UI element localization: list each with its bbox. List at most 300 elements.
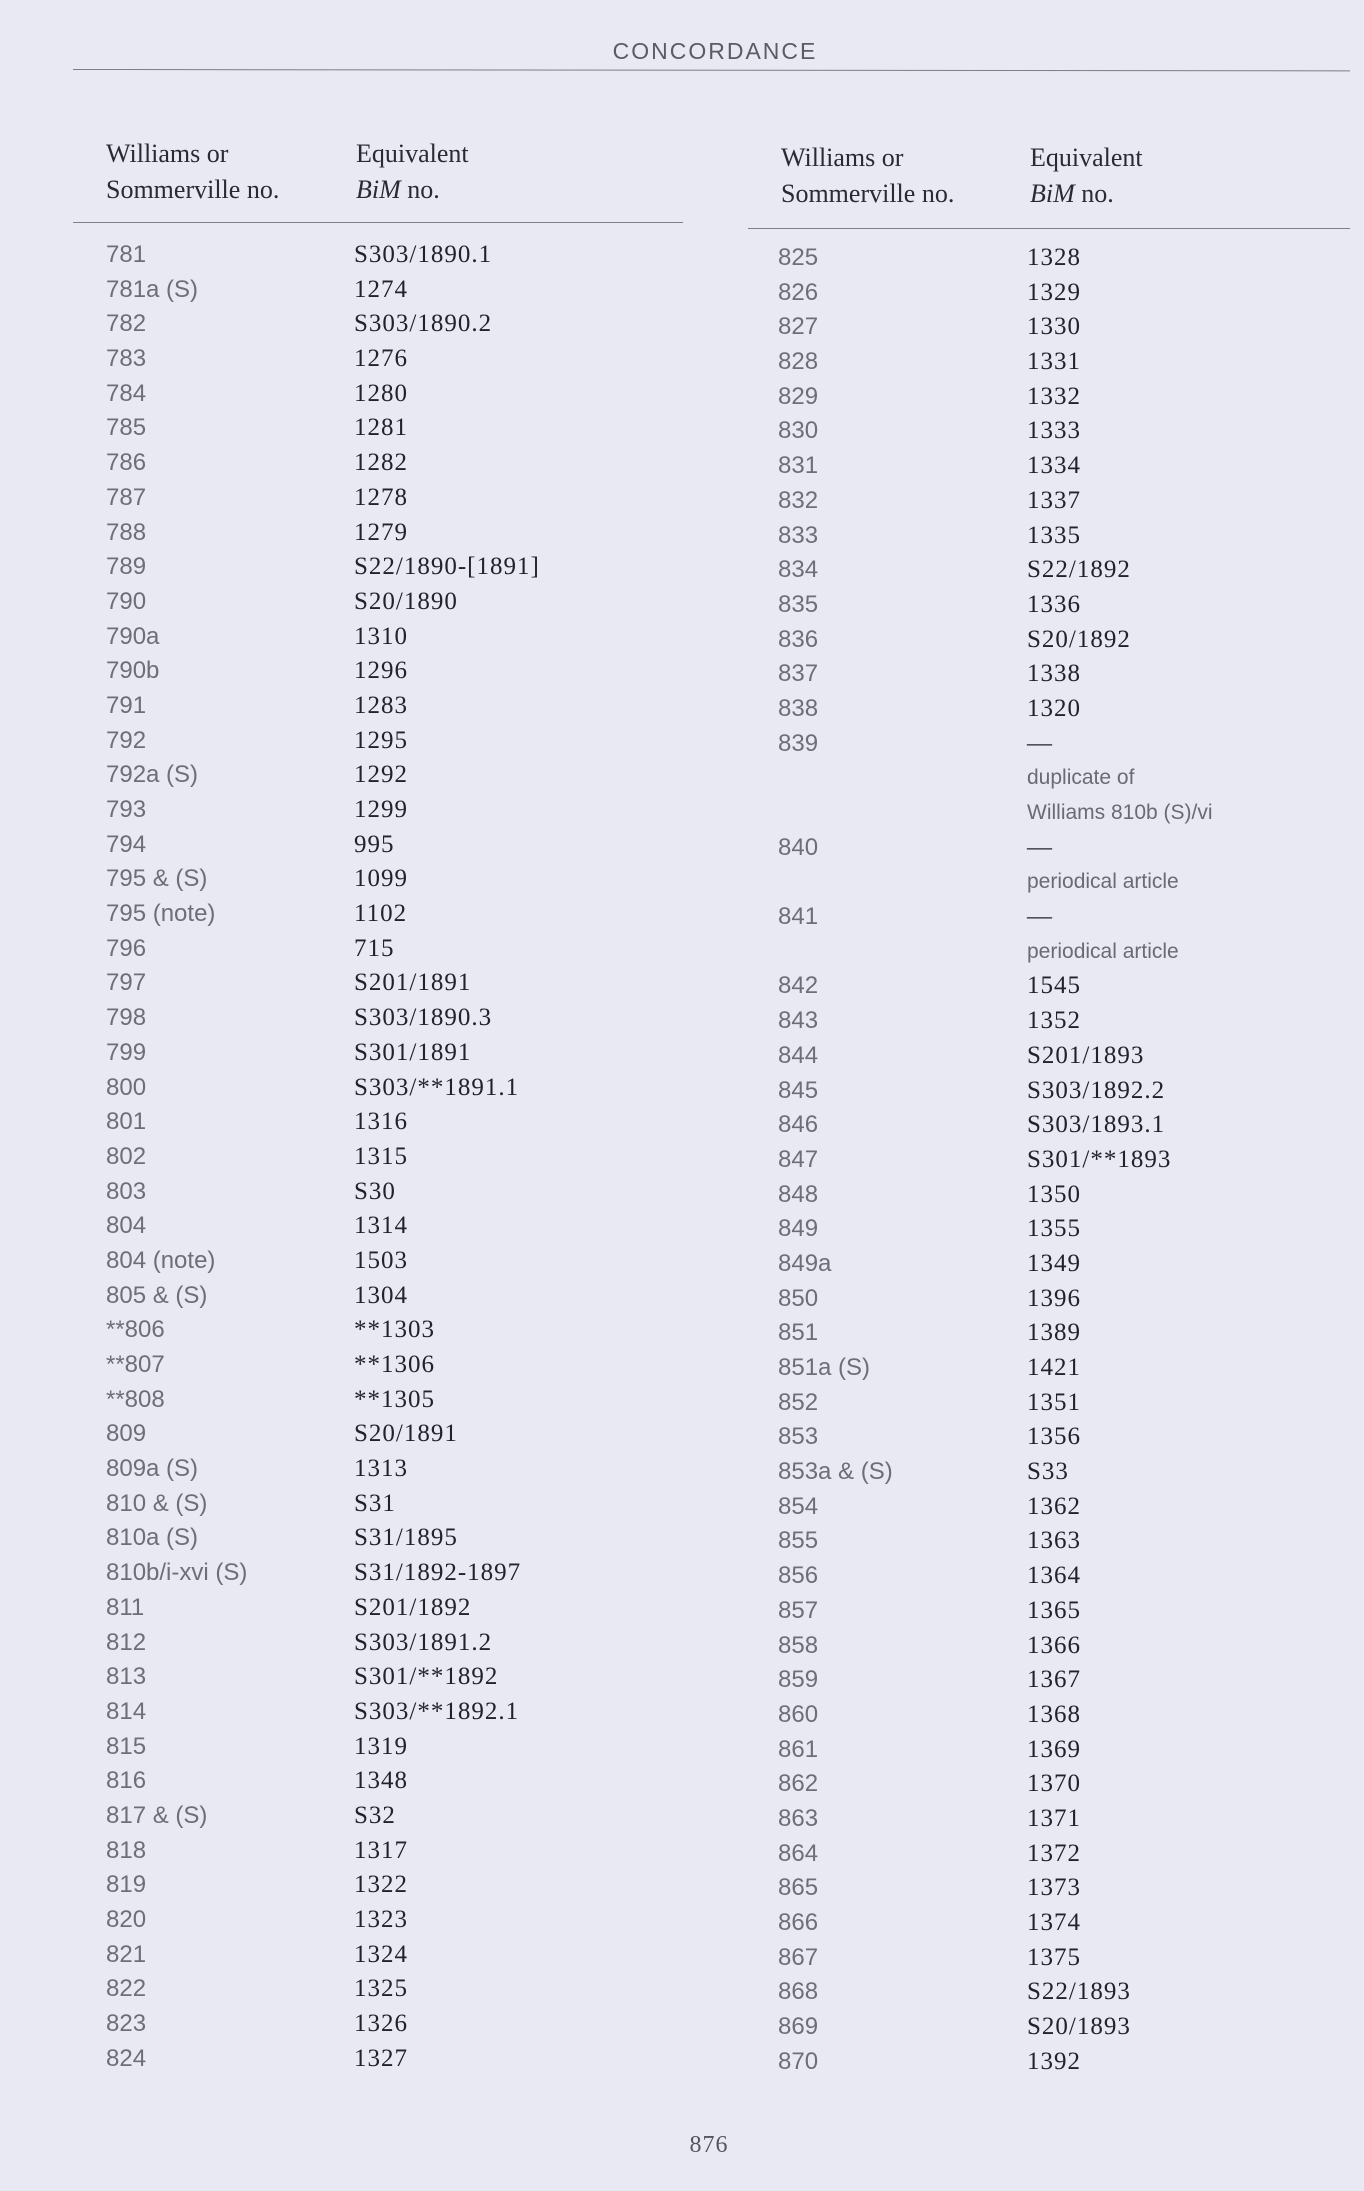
table-row: [73, 1868, 683, 1903]
williams-number: 865: [778, 1874, 819, 1902]
table-row: [73, 307, 683, 342]
williams-number: 863: [778, 1804, 819, 1832]
bim-number: 1373: [1027, 1874, 1081, 1902]
bim-number: 1366: [1027, 1631, 1081, 1659]
bim-number: 1102: [354, 900, 408, 928]
williams-number: 853a & (S): [778, 1458, 893, 1486]
table-row: [748, 1698, 1350, 1733]
table-row: [73, 1591, 683, 1626]
bim-number: 1276: [354, 345, 408, 373]
bim-number: 995: [354, 830, 395, 858]
williams-number: 833: [778, 521, 819, 549]
header-rule: [73, 69, 1350, 71]
williams-number: 809a (S): [106, 1455, 199, 1483]
table-row: [748, 276, 1350, 311]
williams-number: 839: [778, 729, 819, 757]
table-row: [748, 1386, 1350, 1421]
williams-number: 850: [778, 1284, 819, 1312]
bim-number: S303/**1892.1: [354, 1697, 520, 1725]
bim-number: S303/1891.2: [354, 1628, 493, 1656]
table-row: [748, 1108, 1350, 1143]
table-row: [73, 1799, 683, 1834]
table-row: [748, 1594, 1350, 1629]
williams-number: 804: [106, 1212, 147, 1240]
table-row: [748, 969, 1350, 1004]
bim-number: 1364: [1027, 1562, 1081, 1590]
bim-number: 1295: [354, 726, 408, 754]
table-row: [73, 1521, 683, 1556]
table-row: [748, 900, 1350, 935]
table-row: [748, 1663, 1350, 1698]
table-row: [748, 1837, 1350, 1872]
williams-number: 790a: [106, 622, 160, 650]
table-row: [748, 1039, 1350, 1074]
williams-number: 810 & (S): [106, 1489, 208, 1517]
header-line: [356, 172, 656, 208]
williams-number: 859: [778, 1666, 819, 1694]
williams-number: 834: [778, 556, 819, 584]
bim-number: 1352: [1027, 1007, 1081, 1035]
williams-number: 831: [778, 452, 819, 480]
concordance-rows: [73, 238, 683, 2076]
table-row: [73, 689, 683, 724]
bim-number: 1367: [1027, 1666, 1081, 1694]
column-header-rule: [748, 228, 1350, 229]
bim-number: 1368: [1027, 1700, 1081, 1728]
table-row: [73, 1626, 683, 1661]
header-line-rest: no.: [400, 175, 440, 204]
table-row: [73, 1660, 683, 1695]
bim-number: 1363: [1027, 1527, 1081, 1555]
williams-number: 843: [778, 1007, 819, 1035]
header-williams-sommerville: [106, 136, 366, 208]
bim-number: 1421: [1027, 1354, 1081, 1381]
row-note: periodical article: [1027, 870, 1179, 894]
running-head: CONCORDANCE: [612, 38, 818, 64]
table-row: [73, 1001, 683, 1036]
bim-number: 1304: [354, 1281, 408, 1309]
williams-number: 784: [106, 379, 147, 407]
table-row: [73, 828, 683, 863]
williams-number: 856: [778, 1562, 819, 1590]
header-equivalent-bim: [356, 136, 656, 208]
header-italic-bim: BiM: [1030, 179, 1075, 208]
table-row: [73, 516, 683, 551]
bim-number: 1362: [1027, 1492, 1081, 1520]
williams-number: 790b: [106, 657, 160, 685]
table-row: [73, 585, 683, 620]
bim-number: 1292: [354, 761, 408, 789]
bim-number: 1370: [1027, 1770, 1081, 1798]
table-row: [748, 588, 1350, 623]
header-equivalent-bim: [1030, 140, 1330, 212]
bim-number: 1389: [1027, 1319, 1081, 1347]
table-row: [748, 1143, 1350, 1178]
williams-number: **808: [106, 1385, 165, 1413]
table-row: [73, 724, 683, 759]
bim-number: 1324: [354, 1940, 408, 1968]
williams-number: 814: [106, 1697, 147, 1725]
table-row: [748, 1733, 1350, 1768]
table-row: [748, 1420, 1350, 1455]
bim-number: 1320: [1027, 694, 1081, 722]
williams-number: 840: [778, 833, 819, 861]
table-row: [73, 862, 683, 897]
row-note: duplicate of: [1027, 766, 1135, 790]
bim-number: S31/1892-1897: [354, 1559, 522, 1587]
table-row: [748, 1906, 1350, 1941]
williams-number: 847: [778, 1145, 819, 1173]
header-line: Sommerville no.: [781, 179, 955, 208]
table-row: [73, 1903, 683, 1938]
bim-number: 1371: [1027, 1804, 1081, 1832]
williams-number: 803: [106, 1177, 147, 1205]
williams-number: 860: [778, 1700, 819, 1728]
bim-number: 1322: [354, 1871, 408, 1899]
bim-number: 1333: [1027, 417, 1081, 445]
table-row: [73, 481, 683, 516]
table-row: [73, 1452, 683, 1487]
bim-number: 1335: [1027, 521, 1081, 549]
header-line-rest: no.: [1074, 179, 1114, 208]
table-row: [73, 238, 683, 273]
williams-number: 785: [106, 414, 147, 442]
table-row: [748, 414, 1350, 449]
williams-number: 799: [106, 1038, 147, 1066]
header-line: [1030, 176, 1330, 212]
table-row: [748, 519, 1350, 554]
table-row: [73, 2042, 683, 2077]
bim-number: 1330: [1027, 313, 1081, 341]
table-row: [748, 553, 1350, 588]
williams-number: 862: [778, 1770, 819, 1798]
header-line: Equivalent: [356, 139, 469, 168]
williams-number: 788: [106, 518, 147, 546]
williams-number: 822: [106, 1975, 147, 2003]
table-row: [748, 1247, 1350, 1282]
williams-number: 818: [106, 1836, 147, 1864]
bim-number: S30: [354, 1177, 396, 1205]
bim-number: 1327: [354, 2044, 408, 2072]
table-row: [73, 1348, 683, 1383]
bim-number: S31: [354, 1489, 396, 1517]
williams-number: 854: [778, 1492, 819, 1520]
williams-number: 855: [778, 1527, 819, 1555]
bim-number: 1099: [354, 865, 408, 893]
bim-number: 1334: [1027, 452, 1081, 480]
table-row: [748, 1490, 1350, 1525]
williams-number: 792: [106, 726, 147, 754]
williams-number: 867: [778, 1943, 819, 1971]
bim-number: —: [1027, 833, 1053, 861]
table-row: [73, 1071, 683, 1106]
table-row: [748, 623, 1350, 658]
bim-number: 1326: [354, 2010, 408, 2038]
bim-number: S20/1893: [1027, 2013, 1131, 2041]
header-line: Williams or: [781, 143, 904, 172]
table-row: [748, 310, 1350, 345]
williams-number: **807: [106, 1351, 165, 1378]
williams-number: 810a (S): [106, 1524, 199, 1552]
table-row: [748, 1524, 1350, 1559]
table-row: [748, 2010, 1350, 2045]
table-row: [73, 793, 683, 828]
table-row: [73, 1279, 683, 1314]
bim-number: 1313: [354, 1455, 408, 1483]
table-row: [748, 1074, 1350, 1109]
bim-number: S22/1893: [1027, 1978, 1131, 2006]
bim-number: **1303: [354, 1316, 435, 1344]
williams-number: 782: [106, 310, 147, 338]
bim-number: 1349: [1027, 1249, 1081, 1277]
table-row: [748, 657, 1350, 692]
williams-number: 781a (S): [106, 275, 199, 303]
bim-number: S301/**1892: [354, 1663, 499, 1691]
table-row: [73, 1972, 683, 2007]
bim-number: S31/1895: [354, 1524, 458, 1552]
williams-number: 804 (note): [106, 1246, 216, 1274]
table-row: [73, 1105, 683, 1140]
table-row: [748, 1629, 1350, 1664]
table-row: [73, 273, 683, 308]
williams-number: 798: [106, 1004, 147, 1032]
table-row: [73, 1209, 683, 1244]
williams-number: 817 & (S): [106, 1801, 208, 1829]
table-row: [748, 241, 1350, 276]
table-row: [748, 1351, 1350, 1386]
table-row: [73, 1383, 683, 1418]
bim-number: **1306: [354, 1351, 435, 1378]
bim-number: 1545: [1027, 972, 1081, 1000]
williams-number: 868: [778, 1978, 819, 2006]
table-row-note: [748, 865, 1350, 900]
williams-number: 842: [778, 972, 819, 1000]
table-row: [73, 342, 683, 377]
bim-number: 1280: [354, 379, 408, 407]
bim-number: 715: [354, 934, 395, 962]
williams-number: 800: [106, 1073, 147, 1101]
table-row-note: [748, 761, 1350, 796]
bim-number: 1396: [1027, 1284, 1081, 1312]
table-row-note: [748, 796, 1350, 831]
bim-number: S303/1890.2: [354, 310, 493, 338]
bim-number: 1365: [1027, 1596, 1081, 1624]
table-row: [73, 620, 683, 655]
williams-number: 851: [778, 1319, 819, 1347]
williams-number: 846: [778, 1111, 819, 1139]
bim-number: 1278: [354, 483, 408, 511]
williams-number: 829: [778, 382, 819, 410]
bim-number: S33: [1027, 1458, 1069, 1486]
bim-number: 1328: [1027, 244, 1081, 271]
williams-number: 797: [106, 969, 147, 997]
williams-number: 792a (S): [106, 761, 199, 789]
bim-number: 1331: [1027, 348, 1081, 376]
bim-number: S303/**1891.1: [354, 1073, 520, 1101]
row-note: Williams 810b (S)/vi: [1027, 801, 1213, 824]
williams-number: 832: [778, 486, 819, 514]
table-row: [748, 1767, 1350, 1802]
williams-number: 783: [106, 345, 147, 373]
bim-number: 1274: [354, 275, 408, 303]
table-row: [73, 1175, 683, 1210]
bim-number: **1305: [354, 1385, 435, 1413]
table-row: [73, 2007, 683, 2042]
bim-number: 1329: [1027, 278, 1081, 306]
bim-number: S201/1893: [1027, 1041, 1145, 1069]
williams-number: 821: [106, 1940, 147, 1968]
williams-number: 789: [106, 553, 147, 581]
williams-number: 857: [778, 1596, 819, 1624]
bim-number: 1337: [1027, 486, 1081, 514]
bim-number: S20/1890: [354, 587, 458, 615]
williams-number: 790: [106, 587, 147, 615]
bim-number: 1317: [354, 1836, 408, 1864]
bim-number: 1299: [354, 796, 408, 823]
column-header-rule: [73, 222, 683, 223]
bim-number: S303/1893.1: [1027, 1111, 1166, 1139]
header-line: Equivalent: [1030, 143, 1143, 172]
header-italic-bim: BiM: [356, 175, 401, 204]
table-row: [73, 897, 683, 932]
table-row: [748, 1941, 1350, 1976]
header-line: Sommerville no.: [106, 175, 280, 204]
williams-number: 853: [778, 1423, 819, 1451]
table-row: [748, 692, 1350, 727]
williams-number: 852: [778, 1388, 819, 1416]
table-row: [73, 1834, 683, 1869]
williams-number: 820: [106, 1906, 147, 1933]
williams-number: 796: [106, 934, 147, 962]
bim-number: 1338: [1027, 660, 1081, 688]
table-row-note: [748, 935, 1350, 970]
williams-number: 813: [106, 1663, 147, 1691]
williams-number: 805 & (S): [106, 1281, 208, 1309]
williams-number: 835: [778, 590, 819, 618]
bim-number: S20/1892: [1027, 625, 1131, 653]
table-row: [748, 484, 1350, 519]
table-row: [748, 1455, 1350, 1490]
bim-number: 1369: [1027, 1735, 1081, 1763]
bim-number: 1314: [354, 1212, 408, 1240]
bim-number: S20/1891: [354, 1420, 458, 1448]
row-note: periodical article: [1027, 939, 1179, 963]
williams-number: 791: [106, 691, 147, 719]
table-row: [73, 1764, 683, 1799]
bim-number: S301/**1893: [1027, 1145, 1172, 1173]
table-row: [73, 446, 683, 481]
williams-number: 870: [778, 2047, 819, 2075]
williams-number: 844: [778, 1041, 819, 1069]
table-row: [748, 380, 1350, 415]
page-number: 876: [689, 2132, 729, 2158]
williams-number: 812: [106, 1628, 147, 1656]
williams-number: 802: [106, 1142, 147, 1170]
williams-number: 801: [106, 1108, 147, 1136]
bim-number: 1325: [354, 1975, 408, 2003]
williams-number: 781: [106, 241, 147, 268]
table-row: [73, 1417, 683, 1452]
table-row: [73, 1244, 683, 1279]
table-row: [748, 345, 1350, 380]
williams-number: 809: [106, 1420, 147, 1448]
concordance-rows: [748, 241, 1350, 2079]
williams-number: 793: [106, 796, 147, 823]
table-row: [73, 1036, 683, 1071]
table-row: [748, 1004, 1350, 1039]
williams-number: 830: [778, 417, 819, 445]
williams-number: 810b/i-xvi (S): [106, 1559, 248, 1587]
williams-number: 858: [778, 1631, 819, 1659]
bim-number: 1374: [1027, 1909, 1081, 1936]
table-row: [73, 1556, 683, 1591]
williams-number: 836: [778, 625, 819, 653]
bim-number: 1355: [1027, 1215, 1081, 1243]
williams-number: 864: [778, 1839, 819, 1867]
bim-number: 1316: [354, 1108, 408, 1136]
williams-number: 795 (note): [106, 900, 216, 928]
table-row: [73, 932, 683, 967]
bim-number: 1319: [354, 1732, 408, 1760]
williams-number: 824: [106, 2044, 147, 2072]
bim-number: S303/1892.2: [1027, 1076, 1166, 1104]
bim-number: S301/1891: [354, 1038, 472, 1066]
table-row: [748, 1975, 1350, 2010]
table-row: [748, 1871, 1350, 1906]
table-row: [73, 550, 683, 585]
bim-number: S22/1892: [1027, 556, 1131, 584]
bim-number: S303/1890.1: [354, 241, 493, 268]
table-row: [73, 654, 683, 689]
table-row: [748, 1316, 1350, 1351]
table-row: [748, 449, 1350, 484]
bim-number: 1279: [354, 518, 408, 546]
bim-number: 1503: [354, 1246, 408, 1274]
table-row: [73, 1730, 683, 1765]
williams-number: 795 & (S): [106, 865, 208, 893]
table-row: [748, 1178, 1350, 1213]
williams-number: 794: [106, 830, 147, 858]
bim-number: 1315: [354, 1142, 408, 1170]
williams-number: 869: [778, 2013, 819, 2041]
bim-number: 1336: [1027, 590, 1081, 618]
williams-number: 841: [778, 903, 819, 931]
williams-number: 816: [106, 1767, 147, 1795]
bim-number: —: [1027, 903, 1053, 931]
table-row: [748, 2045, 1350, 2080]
bim-number: 1348: [354, 1767, 408, 1795]
williams-number: 787: [106, 483, 147, 511]
table-row: [748, 1559, 1350, 1594]
table-row: [748, 831, 1350, 866]
williams-number: 849a: [778, 1249, 832, 1277]
williams-number: 848: [778, 1180, 819, 1208]
williams-number: 838: [778, 694, 819, 722]
table-row: [73, 1695, 683, 1730]
bim-number: 1351: [1027, 1388, 1081, 1416]
table-row: [73, 1140, 683, 1175]
bim-number: S32: [354, 1801, 396, 1829]
table-row: [748, 1212, 1350, 1247]
table-row: [73, 411, 683, 446]
bim-number: 1350: [1027, 1180, 1081, 1208]
bim-number: 1332: [1027, 382, 1081, 410]
bim-number: 1283: [354, 691, 408, 719]
bim-number: 1282: [354, 449, 408, 477]
bim-number: 1392: [1027, 2047, 1081, 2075]
table-row: [73, 1487, 683, 1522]
table-row: [73, 1313, 683, 1348]
